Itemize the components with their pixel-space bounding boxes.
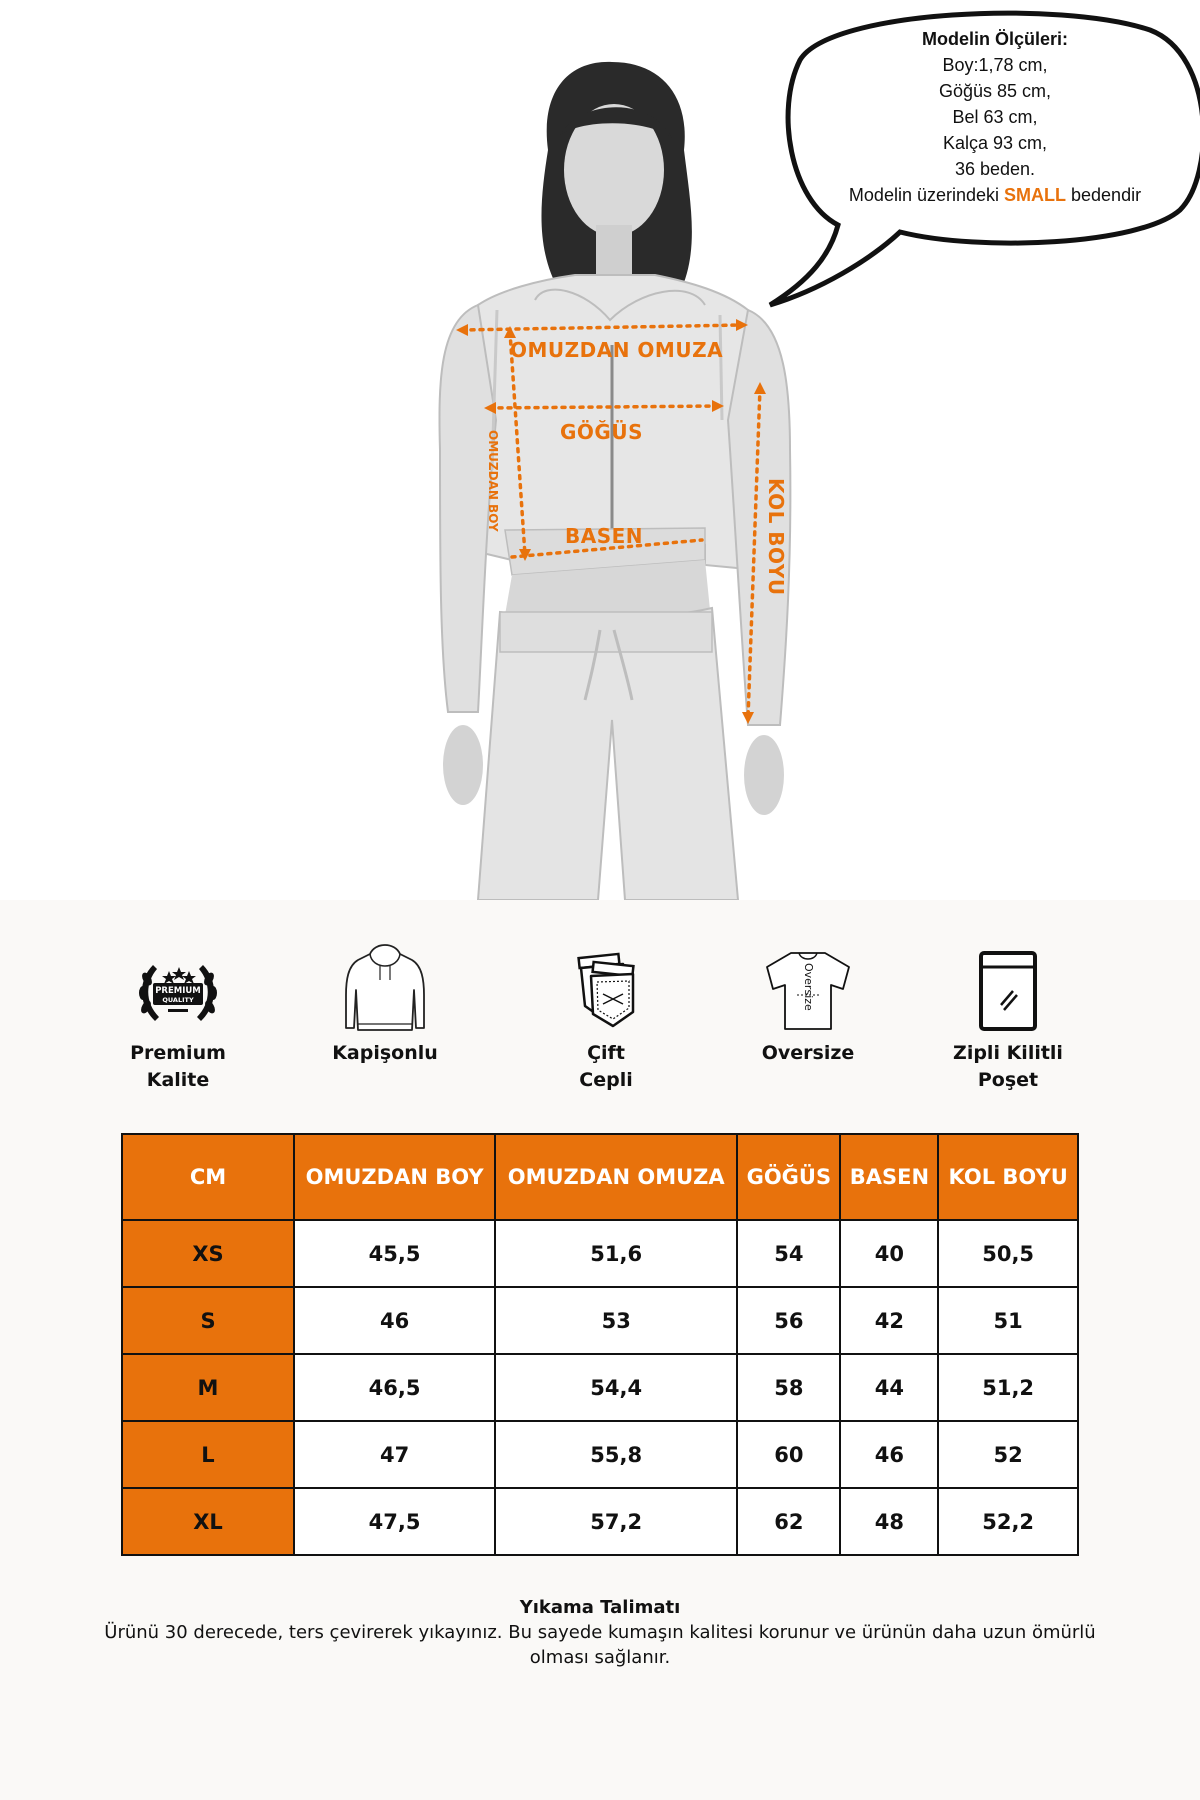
model-worn-size-value: SMALL	[1004, 185, 1067, 205]
table-cell: 50,5	[938, 1220, 1078, 1287]
size-label: XS	[122, 1220, 294, 1287]
table-cell: 51,6	[495, 1220, 737, 1287]
table-cell: 52	[938, 1421, 1078, 1488]
model-worn-size	[820, 182, 1170, 208]
oversize-icon-text: Oversize	[802, 963, 815, 1011]
double-pocket-icon	[571, 950, 641, 1030]
header-cm: CM	[122, 1134, 294, 1220]
feature-label: Kapişonlu	[332, 1042, 438, 1064]
size-label: S	[122, 1287, 294, 1354]
feature-label: Oversize	[761, 1042, 855, 1064]
table-cell: 53	[495, 1287, 737, 1354]
size-chart-table	[121, 1133, 1079, 1556]
model-height: Boy:1,78 cm,	[942, 55, 1048, 75]
model-waist: Bel 63 cm,	[952, 107, 1038, 127]
washing-instructions-title: Yıkama Talimatı	[519, 1597, 681, 1618]
size-table-header-row	[122, 1134, 1078, 1220]
feature-premium-quality	[88, 940, 268, 1094]
table-cell: 45,5	[294, 1220, 495, 1287]
table-cell: 56	[737, 1287, 840, 1354]
header-shoulder-width: OMUZDAN OMUZA	[495, 1134, 737, 1220]
table-cell: 51,2	[938, 1354, 1078, 1421]
info-panel	[0, 900, 1200, 1800]
washing-instructions-text: Ürünü 30 derecede, ters çevirerek yıkayınız. Bu sayede kumaşın kalitesi korunur ve ürünün daha uzun ömürlü olması sağlanır.	[104, 1622, 1096, 1668]
table-row	[122, 1421, 1078, 1488]
header-shoulder-length: OMUZDAN BOY	[294, 1134, 495, 1220]
model-size-number: 36 beden.	[954, 159, 1036, 179]
feature-label: Çift Cepli	[579, 1042, 633, 1091]
feature-hooded	[295, 940, 475, 1067]
model-measurements	[820, 26, 1170, 208]
model-measurements-title: Modelin Ölçüleri:	[921, 29, 1068, 49]
table-cell: 46	[840, 1421, 938, 1488]
size-label: M	[122, 1354, 294, 1421]
header-sleeve-length: KOL BOYU	[938, 1134, 1078, 1220]
table-row	[122, 1354, 1078, 1421]
table-cell: 58	[737, 1354, 840, 1421]
table-cell: 55,8	[495, 1421, 737, 1488]
model-chest: Göğüs 85 cm,	[938, 81, 1052, 101]
badge-premium-text: PREMIUM	[155, 986, 201, 996]
badge-quality-text: QUALITY	[162, 996, 194, 1004]
feature-oversize	[718, 940, 898, 1067]
premium-quality-badge-icon	[133, 945, 223, 1035]
oversize-tshirt-icon	[763, 945, 853, 1035]
table-row	[122, 1488, 1078, 1555]
table-cell: 54,4	[495, 1354, 737, 1421]
table-cell: 60	[737, 1421, 840, 1488]
table-cell: 47	[294, 1421, 495, 1488]
washing-instructions	[100, 1595, 1100, 1670]
table-cell: 46,5	[294, 1354, 495, 1421]
size-label: L	[122, 1421, 294, 1488]
model-worn-size-suffix: bedendir	[1066, 185, 1142, 205]
zip-bag-icon	[973, 945, 1043, 1035]
table-cell: 40	[840, 1220, 938, 1287]
model-worn-size-prefix: Modelin üzerindeki	[848, 185, 1005, 205]
header-chest: GÖĞÜS	[737, 1134, 840, 1220]
table-cell: 52,2	[938, 1488, 1078, 1555]
label-sleeve-length: KOL BOYU	[764, 478, 788, 596]
table-cell: 51	[938, 1287, 1078, 1354]
table-cell: 46	[294, 1287, 495, 1354]
table-row	[122, 1287, 1078, 1354]
header-hip: BASEN	[840, 1134, 938, 1220]
table-cell: 48	[840, 1488, 938, 1555]
table-row	[122, 1220, 1078, 1287]
table-cell: 44	[840, 1354, 938, 1421]
hoodie-icon	[340, 940, 430, 1040]
label-chest: GÖĞÜS	[560, 420, 643, 444]
table-cell: 42	[840, 1287, 938, 1354]
table-cell: 62	[737, 1488, 840, 1555]
model-neck	[596, 225, 632, 275]
label-shoulder-to-shoulder: OMUZDAN OMUZA	[510, 338, 724, 362]
feature-label: Zipli Kilitli Poşet	[953, 1042, 1063, 1091]
table-cell: 54	[737, 1220, 840, 1287]
label-shoulder-length: OMUZDAN BOY	[486, 430, 500, 532]
model-hip: Kalça 93 cm,	[942, 133, 1048, 153]
label-hip: BASEN	[565, 524, 644, 548]
table-cell: 57,2	[495, 1488, 737, 1555]
feature-double-pocket	[516, 940, 696, 1094]
feature-label: Premium Kalite	[130, 1042, 226, 1091]
size-label: XL	[122, 1488, 294, 1555]
feature-zip-bag	[918, 940, 1098, 1094]
table-cell: 47,5	[294, 1488, 495, 1555]
